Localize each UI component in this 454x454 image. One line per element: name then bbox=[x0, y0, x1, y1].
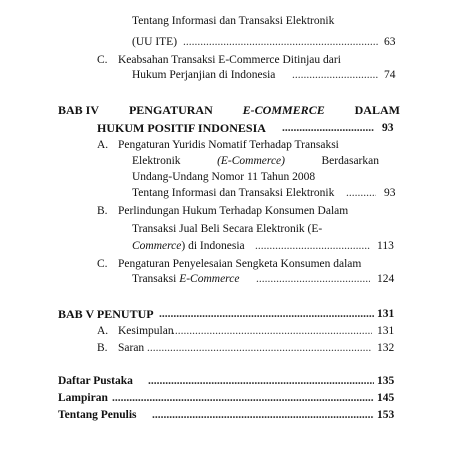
toc-leader-dots bbox=[152, 409, 374, 421]
toc-page-number: 153 bbox=[377, 409, 395, 421]
toc-entry-4a-line4: Tentang Informasi dan Transaksi Elektronik bbox=[132, 187, 335, 199]
toc-leader-dots bbox=[346, 187, 376, 199]
toc-word: E-Commerce bbox=[179, 273, 240, 285]
toc-page-number: 74 bbox=[384, 69, 396, 81]
toc-entry-letter: B. bbox=[97, 205, 108, 217]
chapter-4-page-number: 93 bbox=[382, 122, 394, 134]
toc-leader-dots bbox=[282, 122, 374, 134]
toc-lampiran: Lampiran bbox=[58, 392, 108, 404]
toc-entry-4b-line3 bbox=[132, 240, 245, 254]
toc-word: Elektronik bbox=[132, 155, 181, 167]
toc-leader-dots bbox=[172, 325, 372, 337]
toc-page-number: 145 bbox=[377, 392, 395, 404]
chapter-5-page-number: 131 bbox=[377, 308, 395, 320]
toc-tentang-penulis: Tentang Penulis bbox=[58, 409, 137, 421]
chapter-4-title-line2: HUKUM POSITIF INDONESIA bbox=[97, 121, 266, 135]
toc-page-number: 124 bbox=[377, 273, 395, 285]
toc-entry-5b: Saran bbox=[118, 342, 145, 354]
toc-page-number: 131 bbox=[377, 325, 395, 337]
toc-leader-dots bbox=[256, 273, 370, 285]
toc-entry-letter: B. bbox=[97, 342, 108, 354]
chapter-4-word: E-COMMERCE bbox=[242, 103, 325, 117]
toc-page-number: 132 bbox=[377, 342, 395, 354]
toc-entry-4a-line3: Undang-Undang Nomor 11 Tahun 2008 bbox=[132, 171, 316, 183]
toc-entry-letter: A. bbox=[97, 139, 109, 151]
toc-entry-b-line1: Tentang Informasi dan Transaksi Elektronik bbox=[132, 15, 335, 27]
toc-page-number: 63 bbox=[384, 36, 396, 48]
toc-word: Commerce bbox=[132, 240, 182, 252]
toc-entry-letter: C. bbox=[97, 54, 108, 66]
toc-entry-4b-line2: Transaksi Jual Beli Secara Elektronik (E- bbox=[132, 223, 323, 235]
toc-leader-dots bbox=[147, 342, 372, 354]
toc-entry-4b-line1: Perlindungan Hukum Terhadap Konsumen Dalam bbox=[118, 205, 349, 217]
toc-entry-c-line1: Keabsahan Transaksi E-Commerce Ditinjau dari bbox=[118, 54, 341, 66]
toc-entry-4c-line2 bbox=[132, 273, 239, 287]
toc-entry-4a-line1: Pengaturan Yuridis Nomatif Terhadap Transaksi bbox=[118, 139, 339, 151]
chapter-4-word: PENGATURAN bbox=[128, 103, 213, 117]
toc-word: (E-Commerce) bbox=[217, 155, 285, 167]
toc-page-number: 93 bbox=[384, 187, 396, 199]
chapter-5-heading: BAB V PENUTUP bbox=[58, 307, 154, 321]
toc-entry-letter: C. bbox=[97, 258, 108, 270]
toc-entry-letter: A. bbox=[97, 325, 109, 337]
toc-page-number: 113 bbox=[377, 240, 394, 252]
toc-word: ) di Indonesia bbox=[181, 240, 245, 252]
chapter-4-word: BAB IV bbox=[58, 103, 100, 117]
toc-leader-dots bbox=[255, 240, 370, 252]
chapter-4-word: DALAM bbox=[354, 103, 400, 117]
toc-word: Transaksi bbox=[132, 273, 180, 285]
toc-word: Berdasarkan bbox=[321, 155, 379, 167]
toc-leader-dots bbox=[112, 392, 374, 404]
toc-entry-4c-line1: Pengaturan Penyelesaian Sengketa Konsumen dalam bbox=[118, 258, 362, 270]
toc-page-number: 135 bbox=[377, 375, 395, 387]
toc-daftar-pustaka: Daftar Pustaka bbox=[58, 375, 133, 387]
toc-leader-dots bbox=[148, 375, 374, 387]
toc-entry-5a: Kesimpulan bbox=[118, 325, 174, 337]
toc-leader-dots bbox=[183, 36, 378, 48]
toc-leader-dots bbox=[159, 308, 374, 320]
toc-entry-b-line2: (UU ITE) bbox=[132, 36, 178, 48]
toc-entry-4a-line2 bbox=[132, 155, 379, 169]
chapter-4-heading bbox=[58, 104, 400, 118]
toc-leader-dots bbox=[292, 69, 379, 81]
toc-entry-c-line2: Hukum Perjanjian di Indonesia bbox=[132, 69, 276, 81]
